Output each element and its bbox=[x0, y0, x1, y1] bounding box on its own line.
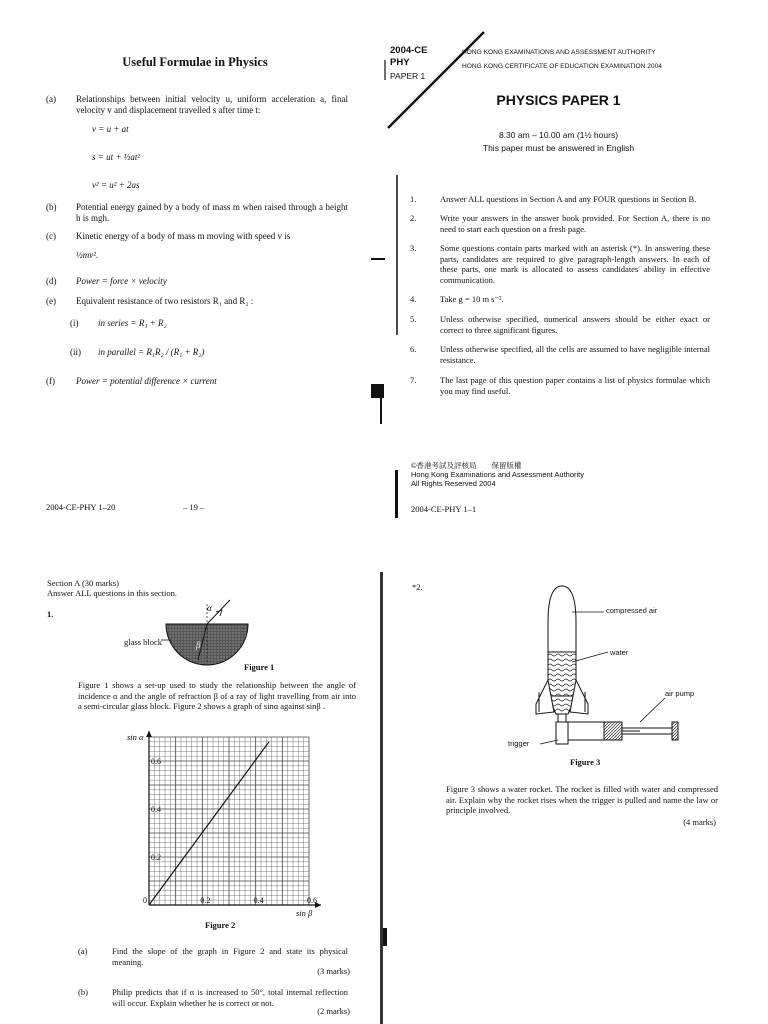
compressed-air-label: compressed air bbox=[606, 606, 658, 615]
binding-stem-mark bbox=[380, 396, 382, 424]
paper-number: PAPER 1 bbox=[390, 71, 426, 81]
figure-1-caption: Figure 1 bbox=[244, 662, 275, 672]
x-tick-label: 0 bbox=[143, 896, 147, 905]
part-a: (a) Find the slope of the graph in Figure 2 and state its physical meaning. bbox=[78, 946, 348, 967]
figure-3-caption: Figure 3 bbox=[570, 757, 601, 767]
series-formula: in series = R₁ + R₂ bbox=[98, 318, 167, 328]
binding-block-mark bbox=[371, 384, 384, 398]
y-tick-label: 0.2 bbox=[151, 853, 161, 862]
instruction-7: 7. The last page of this question paper contains a list of physics formulae which you may find useful. bbox=[410, 375, 710, 396]
question-2-text: Figure 3 shows a water rocket. The rocket is filled with water and compressed air. Explain why the rocket rises when the trigger is pulled and name the law or principle involved. bbox=[446, 784, 718, 815]
part-b-marks: (2 marks) bbox=[317, 1006, 350, 1016]
formula-item-e: (e) Equivalent resistance of two resistors R₁ and R₂ : bbox=[46, 296, 254, 306]
footer-page-number: – 19 – bbox=[183, 502, 205, 512]
y-tick-label: 0.6 bbox=[151, 757, 161, 766]
instruction-1: 1. Answer ALL questions in Section A and any FOUR questions in Section B. bbox=[410, 194, 697, 204]
binding-edge-lower bbox=[380, 572, 383, 1024]
glass-block-pointer bbox=[160, 636, 172, 644]
y-tick-label: 0.4 bbox=[151, 805, 161, 814]
x-tick-label: 0.6 bbox=[307, 896, 317, 905]
part-b: (b) Philip predicts that if α is increased to 50°, total internal reflection will occur. Explain whether he is correct or not. bbox=[78, 987, 348, 1008]
y-axis-label: sin α bbox=[127, 732, 144, 742]
question-1-text: Figure 1 shows a set-up used to study the relationship between the angle of incidence α and the angle of refraction β of a ray of light travelling from air into a semi-circular glass block. Figure 2 shows a graph of sinα against sinβ . bbox=[78, 680, 356, 711]
sin-graph bbox=[125, 730, 325, 920]
binding-notch bbox=[383, 928, 387, 946]
formula-item-b: (b) Potential energy gained by a body of mass m when raised through a height h is mgh. bbox=[46, 202, 348, 223]
binding-edge-mark bbox=[396, 175, 398, 335]
formula-item-d: (d) Power = force × velocity bbox=[46, 276, 167, 286]
section-a-heading: Section A (30 marks) bbox=[47, 578, 120, 588]
question-1-number: 1. bbox=[47, 609, 54, 619]
question-2-number: *2. bbox=[412, 582, 423, 592]
formula-item-a: (a) Relationships between initial velocity u, uniform acceleration a, final velocity v and displacement travelled s after time t: bbox=[46, 94, 348, 115]
glass-block-label: glass block bbox=[124, 637, 163, 647]
trigger-label: trigger bbox=[508, 739, 530, 748]
instruction-3: 3. Some questions contain parts marked with an asterisk (*). In answering these parts, candidates are required to give paragraph-length answers. In each of these parts, one mark is allocated to assess candidates' ability in effective communication. bbox=[410, 243, 710, 285]
instruction-2: 2. Write your answers in the answer book provided. For Section A, there is no need to start each question on a fresh page. bbox=[410, 213, 710, 234]
section-a-instruction: Answer ALL questions in this section. bbox=[47, 588, 178, 598]
instruction-6: 6. Unless otherwise specified, all the cells are assumed to have negligible internal resistance. bbox=[410, 344, 710, 365]
exam-time: 8.30 am – 10.00 am (1½ hours) bbox=[498, 130, 619, 140]
language-note: This paper must be answered in English bbox=[482, 143, 635, 153]
parallel-formula: in parallel = R₁R₂ / (R₁ + R₂) bbox=[98, 347, 205, 357]
figure-2-caption: Figure 2 bbox=[205, 920, 236, 930]
copyright-rights: All Rights Reserved 2004 bbox=[411, 479, 496, 488]
binding-tick bbox=[371, 258, 385, 260]
paper-code: 2004-CE bbox=[390, 45, 428, 56]
x-axis-label: sin β bbox=[296, 908, 313, 918]
footer-code-left: 2004-CE-PHY 1–20 bbox=[46, 502, 116, 512]
instruction-5: 5. Unless otherwise specified, numerical answers should be either exact or correct to three significant figures. bbox=[410, 314, 710, 335]
air-pump-label: air pump bbox=[665, 689, 695, 698]
cover-footer: 2004-CE-PHY 1–1 bbox=[411, 504, 477, 514]
subject-code: PHY bbox=[390, 57, 410, 68]
paper-title: PHYSICS PAPER 1 bbox=[496, 92, 621, 108]
copyright-chinese: ©香港考試及評核局 保留版權 bbox=[411, 461, 522, 470]
water-rocket-diagram bbox=[500, 582, 700, 758]
equation-displacement: s = ut + ½at² bbox=[92, 152, 141, 162]
instruction-4: 4. Take g = 10 m s⁻². bbox=[410, 294, 504, 304]
angle-beta-label: β bbox=[196, 640, 201, 650]
authority-line-1: HONG KONG EXAMINATIONS AND ASSESSMENT AUTHORITY bbox=[462, 49, 656, 56]
part-a-marks: (3 marks) bbox=[317, 966, 350, 976]
formulae-title: Useful Formulae in Physics bbox=[122, 55, 268, 69]
parallel-label: (ii) bbox=[70, 347, 81, 357]
series-label: (i) bbox=[70, 318, 79, 328]
x-tick-label: 0.4 bbox=[253, 896, 264, 905]
cover-slash-line bbox=[380, 30, 490, 130]
question-2-marks: (4 marks) bbox=[683, 817, 716, 827]
angle-alpha-label: α bbox=[207, 603, 212, 613]
formula-item-f: (f) Power = potential difference × current bbox=[46, 376, 217, 386]
x-tick-label: 0.2 bbox=[200, 896, 211, 905]
formula-item-c: (c) Kinetic energy of a body of mass m moving with speed v is bbox=[46, 231, 291, 241]
authority-line-2: HONG KONG CERTIFICATE OF EDUCATION EXAMINATION 2004 bbox=[462, 63, 662, 70]
binding-lower-mark bbox=[395, 470, 398, 518]
equation-velocity: v = u + at bbox=[92, 124, 129, 134]
kinetic-energy-formula: ½mv². bbox=[76, 250, 99, 260]
equation-velocity-squared: v² = u² + 2as bbox=[92, 180, 140, 190]
y-axis-arrow bbox=[146, 731, 152, 737]
copyright-authority: Hong Kong Examinations and Assessment Authority bbox=[411, 470, 585, 479]
water-label: water bbox=[610, 648, 629, 657]
